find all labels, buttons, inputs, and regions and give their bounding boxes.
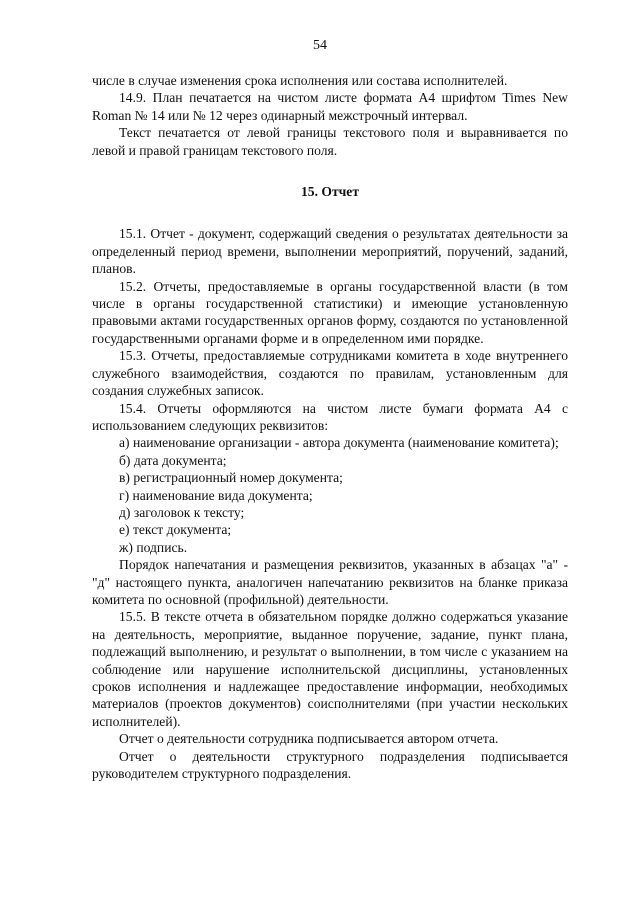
list-item: ж) подпись. <box>119 539 188 555</box>
list-item: в) регистрационный номер документа; <box>119 470 343 486</box>
paragraph-signature-department: Отчет о деятельности структурного подразделения подписывается руководителем структурного подразделения. <box>92 748 568 782</box>
list-item: д) заголовок к тексту; <box>119 504 245 520</box>
paragraph-15-3: 15.3. Отчеты, предоставляемые сотрудниками комитета в ходе внутреннего служебного взаимодействия, создаются по правилам, установленным для создания служебных записок. <box>92 348 568 399</box>
page-number: 54 <box>313 38 327 53</box>
list-item: а) наименование организации - автора документа (наименование комитета); <box>119 435 559 451</box>
paragraph-15-5: 15.5. В тексте отчета в обязательном порядке должно содержаться указание на деятельность, мероприятие, выданное поручение, задание, пункт плана, подлежащий выполнению, и результат о выполнении, в том числе с указанием на соблюдение или нарушение исполнительской дисциплины, установленных сроков исполнения и надлежащее предоставление информации, необходимых материалов (проектов документов) соисполнителями (при участии нескольких исполнителей). <box>92 609 568 729</box>
paragraph-15-1: 15.1. Отчет - документ, содержащий сведения о результатах деятельности за определенный период времени, выполнении мероприятий, поручений, заданий, планов. <box>92 226 568 277</box>
paragraph-text-alignment: Текст печатается от левой границы текстового поля и выравнивается по левой и правой границам текстового поля. <box>92 125 568 158</box>
section-heading: 15. Отчет <box>300 184 360 200</box>
paragraph-requisites-order: Порядок напечатания и размещения реквизитов, указанных в абзацах "а" - "д" настоящего пункта, аналогичен напечатанию реквизитов на бланке приказа комитета по основной (профильной) деятельности. <box>92 557 568 607</box>
paragraph-15-4: 15.4. Отчеты оформляются на чистом листе бумаги формата А4 с использованием следующих реквизитов: <box>92 400 568 433</box>
list-item: г) наименование вида документа; <box>119 487 313 503</box>
list-item: е) текст документа; <box>119 522 232 538</box>
paragraph-signature-employee: Отчет о деятельности сотрудника подписывается автором отчета. <box>119 731 499 747</box>
document-body <box>92 72 568 782</box>
list-item: б) дата документа; <box>119 452 227 468</box>
paragraph-14-9: 14.9. План печатается на чистом листе формата А4 шрифтом Times New Roman № 14 или № 12 через одинарный межстрочный интервал. <box>92 90 568 123</box>
paragraph-15-2: 15.2. Отчеты, предоставляемые в органы государственной власти (в том числе в органы государственной статистики) и имеющие установленную правовыми актами государственных органов форму, создаются по установленной государственными органами форме и в определенном ими порядке. <box>92 278 568 346</box>
paragraph-continuation: числе в случае изменения срока исполнения или состава исполнителей. <box>92 73 508 88</box>
